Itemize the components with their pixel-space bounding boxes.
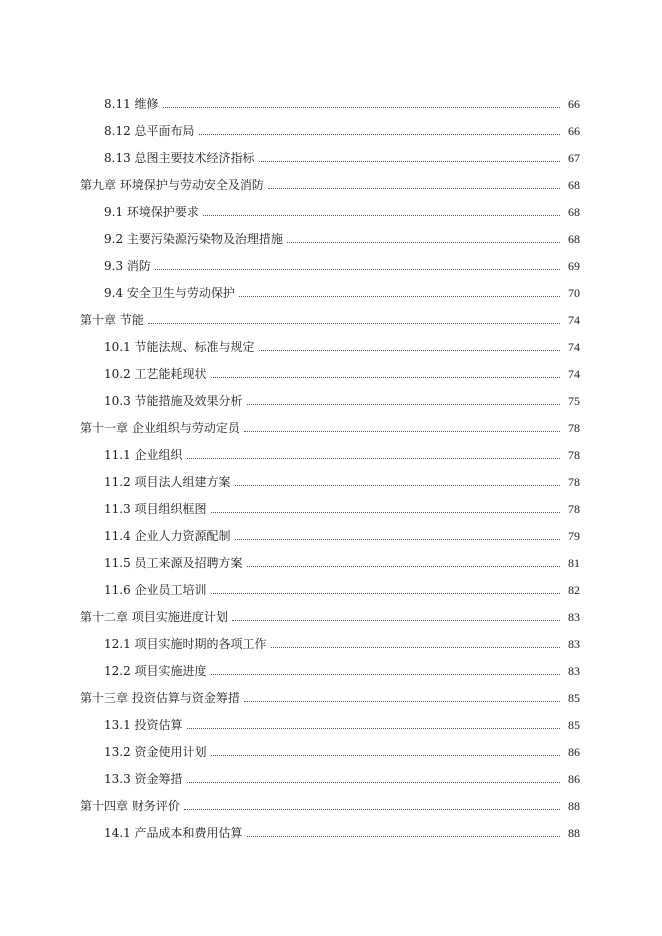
dot-leader (187, 782, 560, 783)
toc-entry-label: 12.1 项目实施时期的各项工作 (104, 637, 267, 651)
dot-leader (187, 458, 560, 459)
dot-leader (211, 512, 560, 513)
dot-leader (271, 647, 560, 648)
dot-leader (259, 161, 560, 162)
toc-chapter-entry[interactable] (80, 165, 580, 192)
toc-page-number: 86 (568, 772, 580, 786)
toc-page-number: 78 (568, 475, 580, 489)
dot-leader (211, 755, 560, 756)
toc-page-number: 81 (568, 556, 580, 570)
toc-chapter-entry[interactable] (80, 300, 580, 327)
toc-section-entry[interactable] (104, 327, 580, 354)
toc-section-entry[interactable] (104, 111, 580, 138)
toc-page-number: 83 (568, 664, 580, 678)
toc-page-number: 66 (568, 124, 580, 138)
toc-entry-label: 10.1 节能法规、标准与规定 (104, 340, 255, 354)
dot-leader (163, 107, 560, 108)
toc-entry-label: 9.2 主要污染源污染物及治理措施 (104, 232, 283, 246)
toc-section-entry[interactable] (104, 543, 580, 570)
toc-page-number: 67 (568, 151, 580, 165)
toc-entry-label: 14.1 产品成本和费用估算 (104, 826, 243, 840)
toc-entry-label: 第十三章 投资估算与资金筹措 (80, 691, 240, 705)
toc-page-number: 88 (568, 799, 580, 813)
toc-entry-label: 11.2 项目法人组建方案 (104, 475, 231, 489)
toc-entry-label: 13.1 投资估算 (104, 718, 183, 732)
toc-entry-label: 13.3 资金筹措 (104, 772, 183, 786)
toc-page-number: 83 (568, 610, 580, 624)
dot-leader (203, 215, 560, 216)
toc-section-entry[interactable] (104, 354, 580, 381)
toc-page-number: 78 (568, 421, 580, 435)
toc-section-entry[interactable] (104, 435, 580, 462)
toc-entry-label: 11.6 企业员工培训 (104, 583, 207, 597)
toc-page-number: 74 (568, 367, 580, 381)
toc-entry-label: 第十一章 企业组织与劳动定员 (80, 421, 240, 435)
toc-section-entry[interactable] (104, 624, 580, 651)
toc-page-number: 68 (568, 232, 580, 246)
toc-section-entry[interactable] (104, 192, 580, 219)
toc-chapter-entry[interactable] (80, 408, 580, 435)
toc-page-number: 86 (568, 745, 580, 759)
toc-page-number: 88 (568, 826, 580, 840)
dot-leader (247, 836, 560, 837)
dot-leader (244, 701, 560, 702)
toc-section-entry[interactable] (104, 246, 580, 273)
toc-section-entry[interactable] (104, 759, 580, 786)
toc-section-entry[interactable] (104, 489, 580, 516)
toc-entry-label: 8.11 维修 (104, 97, 159, 111)
toc-entry-label: 9.4 安全卫生与劳动保护 (104, 286, 235, 300)
toc-section-entry[interactable] (104, 273, 580, 300)
dot-leader (211, 377, 560, 378)
dot-leader (155, 269, 560, 270)
toc-entry-label: 13.2 资金使用计划 (104, 745, 207, 759)
toc-page-number: 78 (568, 448, 580, 462)
table-of-contents (0, 84, 662, 864)
dot-leader (259, 350, 560, 351)
toc-section-entry[interactable] (104, 516, 580, 543)
toc-section-entry[interactable] (104, 381, 580, 408)
toc-entry-label: 第十章 节能 (80, 313, 144, 327)
toc-page-number: 68 (568, 178, 580, 192)
dot-leader (235, 539, 560, 540)
toc-page-number: 82 (568, 583, 580, 597)
toc-page-number: 74 (568, 313, 580, 327)
toc-entry-label: 第十四章 财务评价 (80, 799, 180, 813)
toc-page-number: 79 (568, 529, 580, 543)
toc-section-entry[interactable] (104, 570, 580, 597)
toc-section-entry[interactable] (104, 651, 580, 678)
toc-entry-label: 11.3 项目组织框图 (104, 502, 207, 516)
toc-page-number: 70 (568, 286, 580, 300)
toc-chapter-entry[interactable] (80, 597, 580, 624)
toc-chapter-entry[interactable] (80, 678, 580, 705)
toc-entry-label: 第十二章 项目实施进度计划 (80, 610, 228, 624)
toc-entry-label: 11.5 员工来源及招聘方案 (104, 556, 243, 570)
dot-leader (287, 242, 560, 243)
toc-entry-label: 9.3 消防 (104, 259, 151, 273)
dot-leader (211, 674, 560, 675)
dot-leader (235, 485, 560, 486)
toc-entry-label: 8.13 总图主要技术经济指标 (104, 151, 255, 165)
dot-leader (232, 620, 560, 621)
toc-page-number: 85 (568, 691, 580, 705)
toc-entry-label: 8.12 总平面布局 (104, 124, 195, 138)
toc-section-entry[interactable] (104, 138, 580, 165)
toc-entry-label: 11.4 企业人力资源配制 (104, 529, 231, 543)
dot-leader (187, 728, 560, 729)
dot-leader (211, 593, 560, 594)
toc-section-entry[interactable] (104, 84, 580, 111)
toc-page-number: 69 (568, 259, 580, 273)
toc-page-number: 85 (568, 718, 580, 732)
toc-entry-label: 第九章 环境保护与劳动安全及消防 (80, 178, 264, 192)
toc-entry-label: 10.2 工艺能耗现状 (104, 367, 207, 381)
toc-page-number: 78 (568, 502, 580, 516)
toc-entry-label: 11.1 企业组织 (104, 448, 183, 462)
toc-entry-label: 10.3 节能措施及效果分析 (104, 394, 243, 408)
toc-section-entry[interactable] (104, 462, 580, 489)
toc-section-entry[interactable] (104, 219, 580, 246)
dot-leader (199, 134, 560, 135)
toc-page-number: 75 (568, 394, 580, 408)
toc-page-number: 74 (568, 340, 580, 354)
dot-leader (244, 431, 560, 432)
toc-page-number: 66 (568, 97, 580, 111)
toc-chapter-entry[interactable] (80, 786, 580, 813)
dot-leader (184, 809, 560, 810)
toc-section-entry[interactable] (104, 732, 580, 759)
toc-section-entry[interactable] (104, 813, 580, 840)
dot-leader (247, 566, 560, 567)
dot-leader (268, 188, 560, 189)
toc-page-number: 83 (568, 637, 580, 651)
toc-entry-label: 12.2 项目实施进度 (104, 664, 207, 678)
toc-entry-label: 9.1 环境保护要求 (104, 205, 199, 219)
toc-section-entry[interactable] (104, 705, 580, 732)
dot-leader (148, 323, 560, 324)
toc-page-number: 68 (568, 205, 580, 219)
dot-leader (247, 404, 560, 405)
dot-leader (239, 296, 560, 297)
